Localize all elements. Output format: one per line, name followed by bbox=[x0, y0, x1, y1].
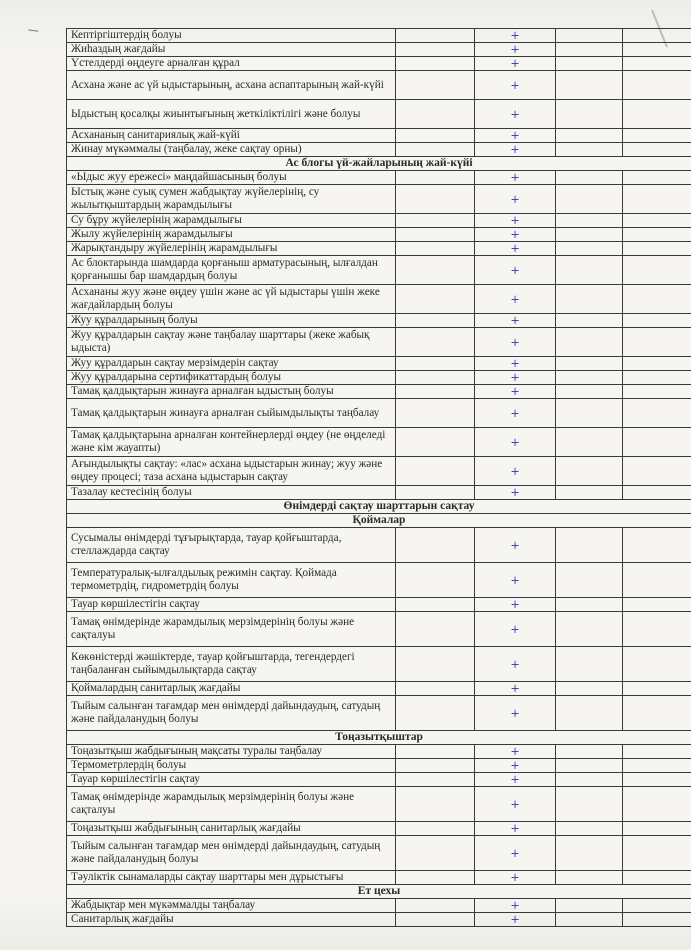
cell-empty bbox=[556, 371, 623, 385]
cell-empty bbox=[623, 357, 691, 371]
handwritten-plus-mark: + bbox=[475, 682, 556, 696]
handwritten-plus-mark: + bbox=[475, 696, 556, 731]
cell-empty bbox=[556, 647, 623, 682]
checklist-row bbox=[67, 428, 691, 457]
criterion-label: Қоймалардың санитарлық жағдайы bbox=[67, 682, 396, 696]
criterion-label: Тамақ қалдықтарына арналған контейнерлерді өңдеу (не өңделеді және кім жауапты) bbox=[67, 428, 396, 457]
checklist-row bbox=[67, 143, 691, 157]
cell-empty bbox=[556, 129, 623, 143]
cell-empty bbox=[556, 242, 623, 256]
handwritten-plus-mark: + bbox=[475, 228, 556, 242]
handwritten-plus-mark: + bbox=[475, 357, 556, 371]
cell-empty bbox=[623, 787, 691, 822]
checklist-row bbox=[67, 185, 691, 214]
cell-empty bbox=[396, 143, 475, 157]
criterion-label: Жуу құралдарына сертификаттардың болуы bbox=[67, 371, 396, 385]
cell-empty bbox=[623, 563, 691, 598]
cell-empty bbox=[396, 228, 475, 242]
cell-empty bbox=[623, 612, 691, 647]
criterion-label: Ағындылықты сақтау: «лас» асхана ыдыстарын жинау; жуу және өңдеу процесі; таза асхана ыдыстарын сақтау bbox=[67, 457, 396, 486]
criterion-label: Жуу құралдарын сақтау мерзімдерін сақтау bbox=[67, 357, 396, 371]
handwritten-plus-mark: + bbox=[475, 899, 556, 913]
handwritten-plus-mark: + bbox=[475, 612, 556, 647]
section-header-row bbox=[67, 885, 691, 899]
criterion-label: Тоңазытқыш жабдығының санитарлық жағдайы bbox=[67, 822, 396, 836]
handwritten-plus-mark: + bbox=[475, 29, 556, 43]
handwritten-plus-mark: + bbox=[475, 913, 556, 927]
criterion-label: Жиһаздың жағдайы bbox=[67, 43, 396, 57]
checklist-row bbox=[67, 129, 691, 143]
cell-empty bbox=[556, 214, 623, 228]
cell-empty bbox=[396, 913, 475, 927]
cell-empty bbox=[396, 285, 475, 314]
checklist-row bbox=[67, 647, 691, 682]
criterion-label: Жабдықтар мен мүкәммалды таңбалау bbox=[67, 899, 396, 913]
handwritten-plus-mark: + bbox=[475, 328, 556, 357]
cell-empty bbox=[396, 759, 475, 773]
cell-empty bbox=[396, 682, 475, 696]
criterion-label: Тамақ қалдықтарын жинауға арналған сыйымдылықты таңбалау bbox=[67, 399, 396, 428]
cell-empty bbox=[623, 43, 691, 57]
handwritten-plus-mark: + bbox=[475, 185, 556, 214]
handwritten-plus-mark: + bbox=[475, 100, 556, 129]
cell-empty bbox=[623, 143, 691, 157]
section-header-row bbox=[67, 731, 691, 745]
cell-empty bbox=[396, 171, 475, 185]
cell-empty bbox=[396, 357, 475, 371]
handwritten-plus-mark: + bbox=[475, 57, 556, 71]
checklist-row bbox=[67, 787, 691, 822]
cell-empty bbox=[556, 328, 623, 357]
handwritten-plus-mark: + bbox=[475, 71, 556, 100]
handwritten-plus-mark: + bbox=[475, 399, 556, 428]
checklist-row bbox=[67, 696, 691, 731]
checklist-row bbox=[67, 328, 691, 357]
section-header-row bbox=[67, 514, 691, 528]
criterion-label: Ас блоктарында шамдарда қорғаныш арматурасының, ылғалдан қорғанышы бар шамдардың болуы bbox=[67, 256, 396, 285]
criterion-label: Асхана және ас үй ыдыстарының, асхана аспаптарының жай-күйі bbox=[67, 71, 396, 100]
criterion-label: Температуралық-ылғалдылық режимін сақтау. Қоймада термометрдің, гидрометрдің болуы bbox=[67, 563, 396, 598]
cell-empty bbox=[556, 428, 623, 457]
cell-empty bbox=[556, 314, 623, 328]
cell-empty bbox=[623, 185, 691, 214]
cell-empty bbox=[556, 228, 623, 242]
checklist-row bbox=[67, 612, 691, 647]
checklist-row bbox=[67, 399, 691, 428]
checklist-row bbox=[67, 357, 691, 371]
cell-empty bbox=[623, 682, 691, 696]
cell-empty bbox=[396, 457, 475, 486]
cell-empty bbox=[556, 612, 623, 647]
criterion-label: Жинау мүкәммалы (таңбалау, жеке сақтау орны) bbox=[67, 143, 396, 157]
cell-empty bbox=[556, 787, 623, 822]
cell-empty bbox=[396, 612, 475, 647]
checklist-row bbox=[67, 214, 691, 228]
checklist-row bbox=[67, 598, 691, 612]
cell-empty bbox=[556, 43, 623, 57]
criterion-label: Тамақ өнімдерінде жарамдылық мерзімдерінің болуы және сақталуы bbox=[67, 787, 396, 822]
cell-empty bbox=[556, 285, 623, 314]
checklist-row bbox=[67, 256, 691, 285]
cell-empty bbox=[396, 647, 475, 682]
cell-empty bbox=[556, 457, 623, 486]
handwritten-plus-mark: + bbox=[475, 486, 556, 500]
cell-empty bbox=[556, 385, 623, 399]
cell-empty bbox=[623, 242, 691, 256]
section-title: Өнімдерді сақтау шарттарын сақтау bbox=[67, 500, 691, 514]
checklist-row bbox=[67, 371, 691, 385]
checklist-row bbox=[67, 822, 691, 836]
cell-empty bbox=[556, 598, 623, 612]
section-title: Қоймалар bbox=[67, 514, 691, 528]
section-header-row bbox=[67, 157, 691, 171]
cell-empty bbox=[396, 256, 475, 285]
checklist-row bbox=[67, 43, 691, 57]
cell-empty bbox=[623, 399, 691, 428]
criterion-label: Сусымалы өнімдерді тұғырықтарда, тауар қойғыштарда, стеллаждарда сақтау bbox=[67, 528, 396, 563]
criterion-label: Жуу құралдарын сақтау және таңбалау шарттары (жеке жабық ыдыста) bbox=[67, 328, 396, 357]
cell-empty bbox=[556, 759, 623, 773]
checklist-row bbox=[67, 871, 691, 885]
criterion-label: Тамақ қалдықтарын жинауға арналған ыдыстың болуы bbox=[67, 385, 396, 399]
criterion-label: Тазалау кестесінің болуы bbox=[67, 486, 396, 500]
cell-empty bbox=[623, 899, 691, 913]
criterion-label: Жылу жүйелерінің жарамдылығы bbox=[67, 228, 396, 242]
cell-empty bbox=[623, 171, 691, 185]
checklist-row bbox=[67, 57, 691, 71]
cell-empty bbox=[396, 328, 475, 357]
cell-empty bbox=[396, 598, 475, 612]
handwritten-plus-mark: + bbox=[475, 822, 556, 836]
cell-empty bbox=[556, 256, 623, 285]
inspection-checklist-table bbox=[66, 28, 691, 927]
criterion-label: Көкөністерді жәшіктерде, тауар қойғыштарда, тегендердегі таңбаланған сыйымдылықтарда сақтау bbox=[67, 647, 396, 682]
checklist-row bbox=[67, 242, 691, 256]
cell-empty bbox=[556, 528, 623, 563]
cell-empty bbox=[623, 71, 691, 100]
cell-empty bbox=[396, 696, 475, 731]
cell-empty bbox=[556, 899, 623, 913]
handwritten-plus-mark: + bbox=[475, 428, 556, 457]
cell-empty bbox=[556, 399, 623, 428]
cell-empty bbox=[623, 371, 691, 385]
checklist-row bbox=[67, 913, 691, 927]
cell-empty bbox=[623, 100, 691, 129]
section-header-row bbox=[67, 500, 691, 514]
criterion-label: «Ыдыс жуу ережесі» маңдайшасының болуы bbox=[67, 171, 396, 185]
cell-empty bbox=[556, 357, 623, 371]
cell-empty bbox=[556, 871, 623, 885]
cell-empty bbox=[623, 314, 691, 328]
handwritten-plus-mark: + bbox=[475, 457, 556, 486]
cell-empty bbox=[556, 836, 623, 871]
cell-empty bbox=[556, 696, 623, 731]
cell-empty bbox=[396, 43, 475, 57]
checklist-row bbox=[67, 71, 691, 100]
handwritten-plus-mark: + bbox=[475, 371, 556, 385]
cell-empty bbox=[396, 399, 475, 428]
section-title: Тоңазытқыштар bbox=[67, 731, 691, 745]
cell-empty bbox=[396, 385, 475, 399]
criterion-label: Ыстық және суық сумен жабдықтау жүйелерінің, су жылытқыштардың жарамдылығы bbox=[67, 185, 396, 214]
cell-empty bbox=[623, 598, 691, 612]
handwritten-plus-mark: + bbox=[475, 598, 556, 612]
criterion-label: Ыдыстың қосалқы жиынтығының жеткіліктілігі және болуы bbox=[67, 100, 396, 129]
checklist-row bbox=[67, 457, 691, 486]
cell-empty bbox=[396, 528, 475, 563]
cell-empty bbox=[623, 913, 691, 927]
handwritten-plus-mark: + bbox=[475, 285, 556, 314]
cell-empty bbox=[623, 486, 691, 500]
handwritten-plus-mark: + bbox=[475, 745, 556, 759]
cell-empty bbox=[396, 773, 475, 787]
criterion-label: Жарықтандыру жүйелерінің жарамдылығы bbox=[67, 242, 396, 256]
criterion-label: Тыйым салынған тағамдар мен өнімдерді дайындаудың, сатудың және пайдаланудың болуы bbox=[67, 696, 396, 731]
handwritten-plus-mark: + bbox=[475, 647, 556, 682]
criterion-label: Санитарлық жағдайы bbox=[67, 913, 396, 927]
checklist-row bbox=[67, 759, 691, 773]
cell-empty bbox=[396, 185, 475, 214]
criterion-label: Асхананың санитариялық жай-күйі bbox=[67, 129, 396, 143]
criterion-label: Су бұру жүйелерінің жарамдылығы bbox=[67, 214, 396, 228]
cell-empty bbox=[556, 185, 623, 214]
checklist-row bbox=[67, 29, 691, 43]
cell-empty bbox=[556, 563, 623, 598]
criterion-label: Үстелдерді өңдеуге арналған құрал bbox=[67, 57, 396, 71]
cell-empty bbox=[396, 745, 475, 759]
checklist-row bbox=[67, 285, 691, 314]
handwritten-plus-mark: + bbox=[475, 836, 556, 871]
cell-empty bbox=[396, 871, 475, 885]
cell-empty bbox=[623, 57, 691, 71]
cell-empty bbox=[556, 745, 623, 759]
handwritten-plus-mark: + bbox=[475, 773, 556, 787]
section-title: Ет цехы bbox=[67, 885, 691, 899]
cell-empty bbox=[623, 822, 691, 836]
cell-empty bbox=[556, 71, 623, 100]
criterion-label: Тыйым салынған тағамдар мен өнімдерді дайындаудың, сатудың және пайдаланудың болуы bbox=[67, 836, 396, 871]
cell-empty bbox=[396, 71, 475, 100]
checklist-row bbox=[67, 563, 691, 598]
cell-empty bbox=[623, 647, 691, 682]
cell-empty bbox=[623, 759, 691, 773]
handwritten-plus-mark: + bbox=[475, 528, 556, 563]
cell-empty bbox=[396, 836, 475, 871]
cell-empty bbox=[556, 682, 623, 696]
handwritten-plus-mark: + bbox=[475, 43, 556, 57]
cell-empty bbox=[623, 29, 691, 43]
cell-empty bbox=[396, 899, 475, 913]
cell-empty bbox=[556, 822, 623, 836]
handwritten-plus-mark: + bbox=[475, 129, 556, 143]
checklist-row bbox=[67, 528, 691, 563]
checklist-row bbox=[67, 385, 691, 399]
criterion-label: Термометрлердің болуы bbox=[67, 759, 396, 773]
cell-empty bbox=[556, 143, 623, 157]
checklist-row bbox=[67, 745, 691, 759]
cell-empty bbox=[396, 563, 475, 598]
cell-empty bbox=[396, 314, 475, 328]
handwritten-plus-mark: + bbox=[475, 787, 556, 822]
cell-empty bbox=[623, 129, 691, 143]
handwritten-plus-mark: + bbox=[475, 759, 556, 773]
criterion-label: Асхананы жуу және өңдеу үшін және ас үй ыдыстары үшін жеке жағдайлардың болуы bbox=[67, 285, 396, 314]
cell-empty bbox=[623, 328, 691, 357]
cell-empty bbox=[396, 371, 475, 385]
cell-empty bbox=[623, 871, 691, 885]
cell-empty bbox=[396, 428, 475, 457]
checklist-row bbox=[67, 314, 691, 328]
cell-empty bbox=[556, 57, 623, 71]
cell-empty bbox=[623, 385, 691, 399]
checklist-row bbox=[67, 773, 691, 787]
criterion-label: Тоңазытқыш жабдығының мақсаты туралы таңбалау bbox=[67, 745, 396, 759]
cell-empty bbox=[623, 256, 691, 285]
checklist-row bbox=[67, 100, 691, 129]
criterion-label: Жуу құралдарының болуы bbox=[67, 314, 396, 328]
handwritten-plus-mark: + bbox=[475, 563, 556, 598]
cell-empty bbox=[396, 57, 475, 71]
cell-empty bbox=[556, 486, 623, 500]
cell-empty bbox=[396, 242, 475, 256]
checklist-row bbox=[67, 682, 691, 696]
checklist-row bbox=[67, 486, 691, 500]
cell-empty bbox=[556, 913, 623, 927]
handwritten-plus-mark: + bbox=[475, 871, 556, 885]
cell-empty bbox=[623, 836, 691, 871]
cell-empty bbox=[396, 100, 475, 129]
handwritten-plus-mark: + bbox=[475, 214, 556, 228]
handwritten-plus-mark: + bbox=[475, 314, 556, 328]
section-title: Ас блогы үй-жайларының жай-күйі bbox=[67, 157, 691, 171]
criterion-label: Тауар көршілестігін сақтау bbox=[67, 598, 396, 612]
cell-empty bbox=[623, 745, 691, 759]
cell-empty bbox=[396, 822, 475, 836]
criterion-label: Тәуліктік сынамаларды сақтау шарттары мен дұрыстығы bbox=[67, 871, 396, 885]
handwritten-plus-mark: + bbox=[475, 385, 556, 399]
criterion-label: Тамақ өнімдерінде жарамдылық мерзімдерінің болуы және сақталуы bbox=[67, 612, 396, 647]
cell-empty bbox=[623, 285, 691, 314]
criterion-label: Тауар көршілестігін сақтау bbox=[67, 773, 396, 787]
cell-empty bbox=[556, 773, 623, 787]
cell-empty bbox=[396, 129, 475, 143]
cell-empty bbox=[396, 214, 475, 228]
checklist-row bbox=[67, 171, 691, 185]
handwritten-plus-mark: + bbox=[475, 171, 556, 185]
cell-empty bbox=[556, 29, 623, 43]
cell-empty bbox=[623, 457, 691, 486]
checklist-row bbox=[67, 899, 691, 913]
criterion-label: Кептіргіштердің болуы bbox=[67, 29, 396, 43]
cell-empty bbox=[396, 486, 475, 500]
handwritten-plus-mark: + bbox=[475, 242, 556, 256]
cell-empty bbox=[623, 528, 691, 563]
cell-empty bbox=[623, 696, 691, 731]
cell-empty bbox=[396, 29, 475, 43]
cell-empty bbox=[556, 100, 623, 129]
cell-empty bbox=[623, 214, 691, 228]
cell-empty bbox=[623, 228, 691, 242]
handwritten-plus-mark: + bbox=[475, 256, 556, 285]
cell-empty bbox=[623, 428, 691, 457]
checklist-row bbox=[67, 836, 691, 871]
handwritten-plus-mark: + bbox=[475, 143, 556, 157]
cell-empty bbox=[396, 787, 475, 822]
cell-empty bbox=[556, 171, 623, 185]
checklist-row bbox=[67, 228, 691, 242]
cell-empty bbox=[623, 773, 691, 787]
